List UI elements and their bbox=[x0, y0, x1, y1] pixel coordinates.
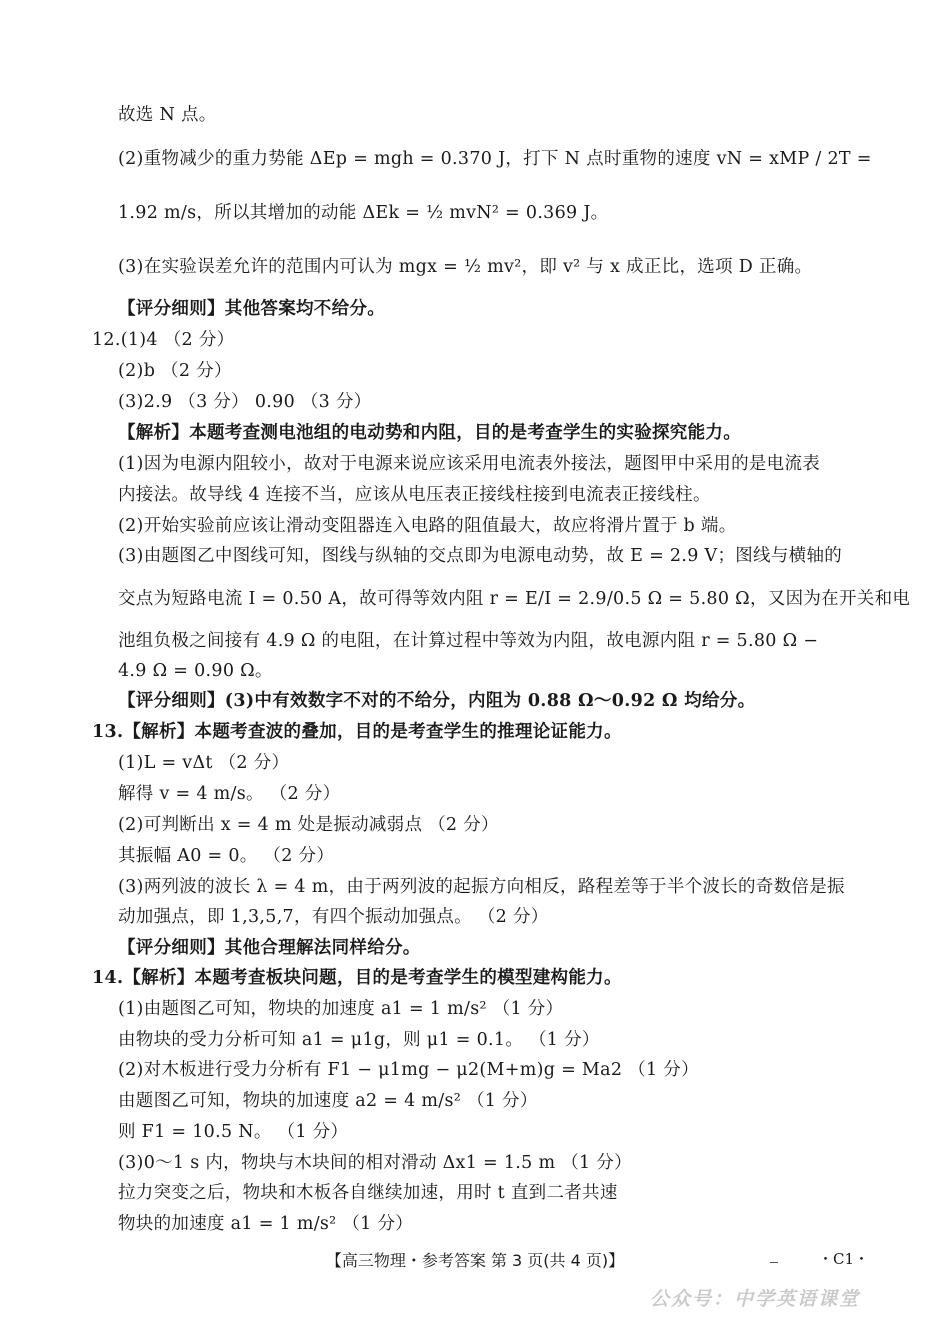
paper-code: ・C1・ bbox=[818, 1250, 870, 1268]
text-line: (2)开始实验前应该让滑动变阻器连入电路的阻值最大，故应将滑片置于 b 端。 bbox=[118, 516, 737, 536]
grading-note: 【评分细则】其他答案均不给分。 bbox=[118, 299, 385, 319]
text-line: 4.9 Ω = 0.90 Ω。 bbox=[118, 661, 273, 681]
text-line: (3)在实验误差允许的范围内可认为 mgx = ½ mv²，即 v² 与 x 成正比，选项 D 正确。 bbox=[118, 257, 813, 277]
question-12: 12.(1)4 （2 分） bbox=[92, 330, 235, 350]
grading-note: 【评分细则】其他合理解法同样给分。 bbox=[118, 938, 421, 958]
text-line: (3)2.9 （3 分） 0.90 （3 分） bbox=[118, 392, 372, 412]
text-line: 故选 N 点。 bbox=[118, 105, 217, 125]
grading-note: 【评分细则】(3)中有效数字不对的不给分，内阻为 0.88 Ω～0.92 Ω 均给分。 bbox=[118, 691, 756, 711]
text-line: 解得 v = 4 m/s。 （2 分） bbox=[118, 784, 341, 804]
text-line: (1)由题图乙可知，物块的加速度 a1 = 1 m/s² （1 分） bbox=[118, 999, 564, 1019]
text-line: 1.92 m/s，所以其增加的动能 ΔEk = ½ mvN² = 0.369 J。 bbox=[118, 203, 609, 223]
text-line: 交点为短路电流 I = 0.50 A，故可得等效内阻 r = E/I = 2.9/0.5 Ω = 5.80 Ω，又因为在开关和电 bbox=[118, 589, 911, 609]
page-footer: 【高三物理・参考答案 第 3 页(共 4 页)】 bbox=[325, 1251, 625, 1270]
question-14: 14.【解析】本题考查板块问题，目的是考查学生的模型建构能力。 bbox=[92, 968, 622, 988]
divider bbox=[770, 1262, 778, 1263]
text-line: (2)对木板进行受力分析有 F1 − μ1mg − μ2(M+m)g = Ma2 （1 分） bbox=[118, 1060, 699, 1080]
text-line: (1)因为电源内阻较小，故对于电源来说应该采用电流表外接法，题图甲中采用的是电流表 bbox=[118, 454, 821, 474]
text-line: (2)b （2 分） bbox=[118, 361, 232, 381]
text-line: 池组负极之间接有 4.9 Ω 的电阻，在计算过程中等效为内阻，故电源内阻 r = 5.80 Ω − bbox=[118, 631, 819, 651]
text-line: (1)L = vΔt （2 分） bbox=[118, 753, 290, 773]
text-line: 动加强点，即 1,3,5,7，有四个振动加强点。 （2 分） bbox=[118, 907, 549, 927]
text-line: 由物块的受力分析可知 a1 = μ1g，则 μ1 = 0.1。 （1 分） bbox=[118, 1030, 600, 1050]
text-line: (2)重物减少的重力势能 ΔEp = mgh = 0.370 J，打下 N 点时重物的速度 vN = xMP / 2T = bbox=[118, 149, 872, 169]
text-line: 由题图乙可知，物块的加速度 a2 = 4 m/s² （1 分） bbox=[118, 1091, 538, 1111]
text-line: 物块的加速度 a1 = 1 m/s² （1 分） bbox=[118, 1214, 414, 1234]
text-line: (3)两列波的波长 λ = 4 m，由于两列波的起振方向相反，路程差等于半个波长的奇数倍是振 bbox=[118, 877, 845, 897]
watermark: 公众号：中学英语课堂 bbox=[650, 1288, 861, 1310]
text-line: (2)可判断出 x = 4 m 处是振动减弱点 （2 分） bbox=[118, 815, 499, 835]
text-line: 其振幅 A0 = 0。 （2 分） bbox=[118, 846, 335, 866]
text-line: (3)由题图乙中图线可知，图线与纵轴的交点即为电源电动势，故 E = 2.9 V；图线与横轴的 bbox=[118, 546, 843, 566]
question-13: 13.【解析】本题考查波的叠加，目的是考查学生的推理论证能力。 bbox=[92, 722, 622, 742]
text-line: 内接法。故导线 4 连接不当，应该从电压表正接线柱接到电流表正接线柱。 bbox=[118, 485, 711, 505]
analysis-heading: 【解析】本题考查测电池组的电动势和内阻，目的是考查学生的实验探究能力。 bbox=[118, 423, 741, 443]
text-line: 拉力突变之后，物块和木板各自继续加速，用时 t 直到二者共速 bbox=[118, 1183, 618, 1203]
text-line: 则 F1 = 10.5 N。 （1 分） bbox=[118, 1122, 349, 1142]
text-line: (3)0～1 s 内，物块与木块间的相对滑动 Δx1 = 1.5 m （1 分） bbox=[118, 1153, 632, 1173]
